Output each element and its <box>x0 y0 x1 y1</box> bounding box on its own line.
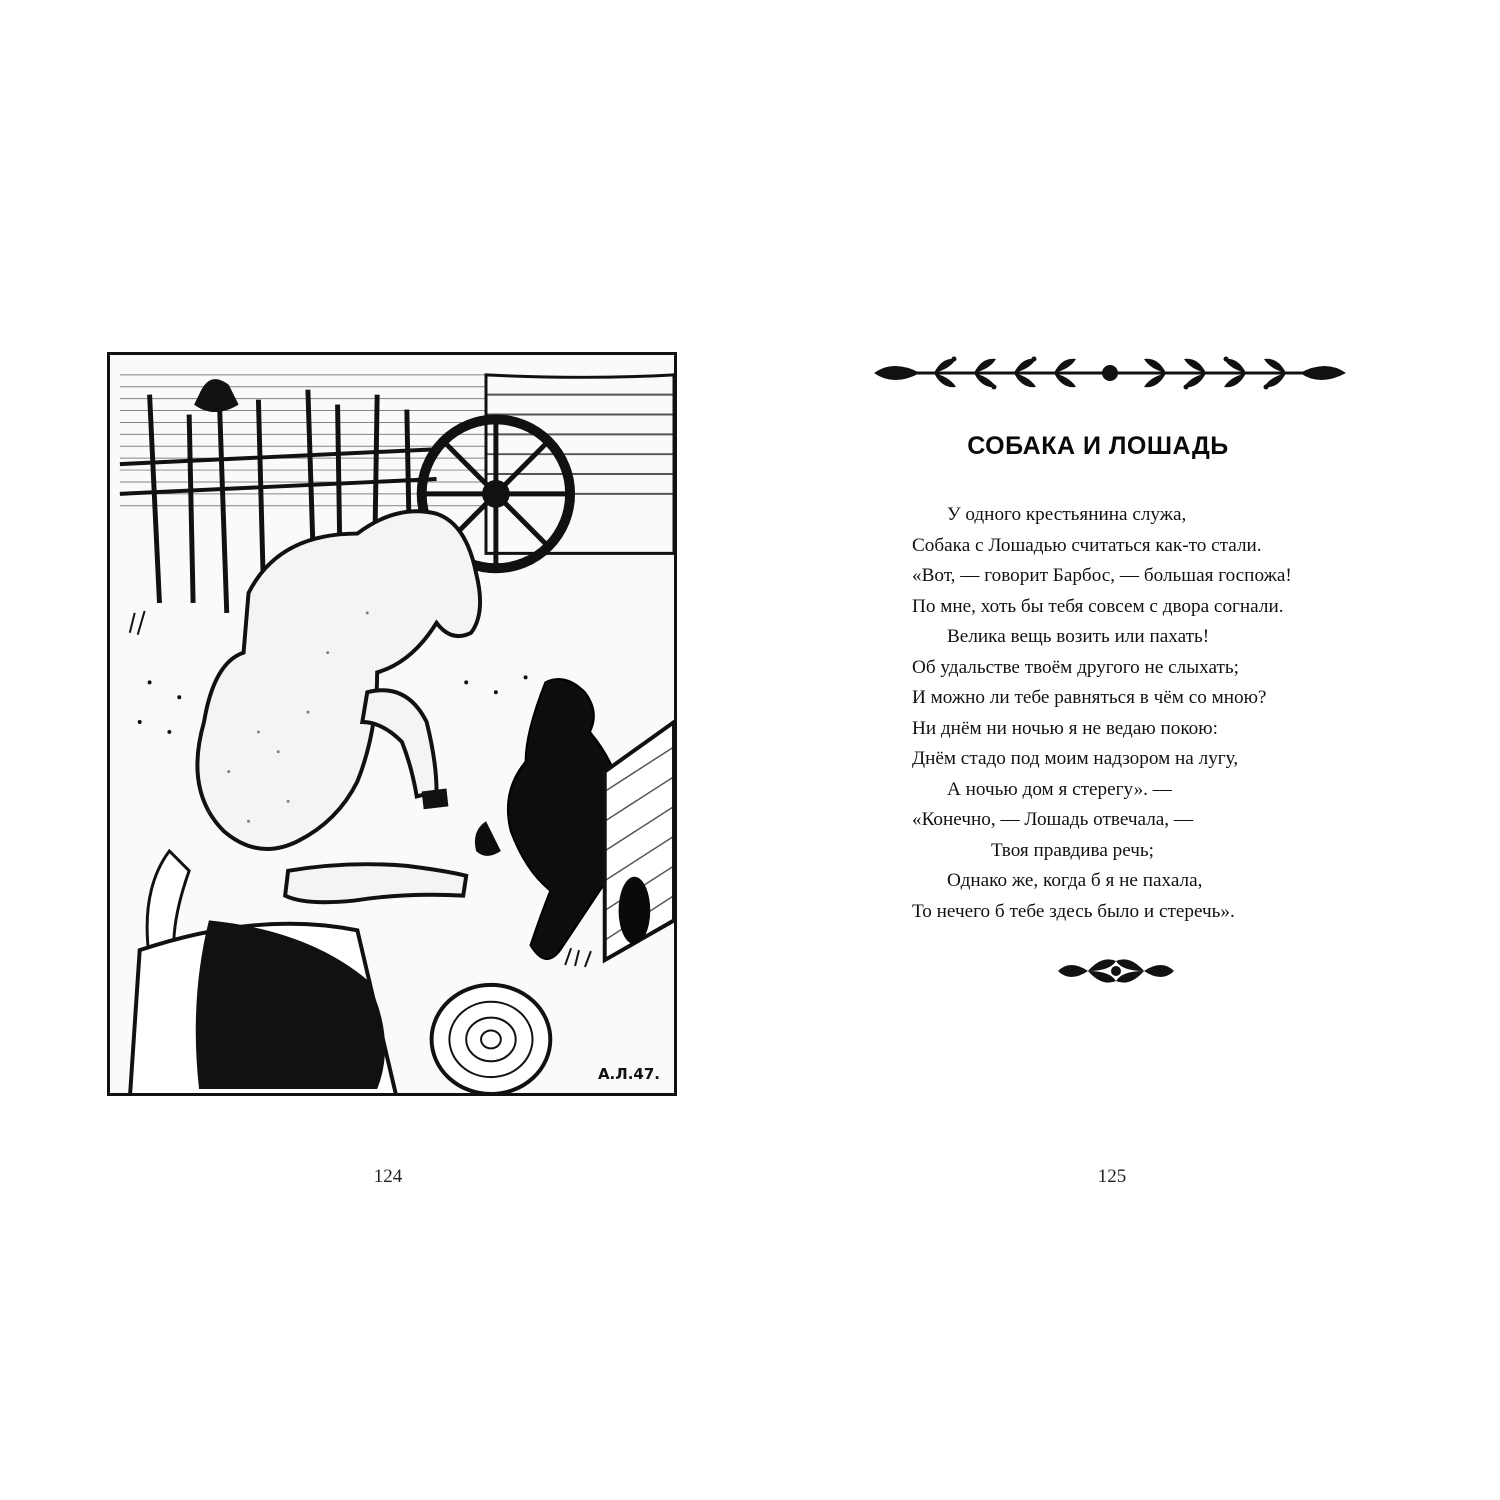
right-page <box>750 0 1500 1500</box>
poem-line: Однако же, когда б я не пахала, <box>947 870 1203 891</box>
poem-line: Собака с Лошадью считаться как-то стали. <box>912 534 1262 556</box>
poem-line: А ночью дом я стерегу». — <box>947 778 1172 800</box>
poem-line: «Конечно, — Лошадь отвечала, — <box>912 809 1194 830</box>
horse-dog-illustration <box>107 352 677 1096</box>
poem-line: Твоя правдива речь; <box>991 839 1155 861</box>
poem-line: То нечего б тебе здесь было и стеречь». <box>912 900 1235 922</box>
poem-line: И можно ли тебе равняться в чём со мною? <box>912 687 1267 708</box>
poem-body <box>912 500 1372 927</box>
poem-line: Об удальстве твоём другого не слыхать; <box>912 656 1239 678</box>
poem-line: Днём стадо под моим надзором на лугу, <box>912 748 1239 769</box>
poem-line: «Вот, — говорит Барбос, — большая госпожа! <box>912 565 1292 586</box>
floral-end-mark-icon <box>1058 955 1174 987</box>
artist-signature: А.Л.47. <box>597 1065 660 1083</box>
poem-line: У одного крестьянина служа, <box>947 504 1187 525</box>
poem-line: Ни днём ни ночью я не ведаю покою: <box>912 717 1218 739</box>
page-number-left: 124 <box>373 1166 403 1187</box>
page-number-right: 125 <box>1097 1166 1127 1187</box>
floral-divider-icon <box>874 353 1346 393</box>
engraving-drawing <box>110 355 674 1093</box>
poem-title: СОБАКА И ЛОШАДЬ <box>967 432 1229 460</box>
poem-line: Велика вещь возить или пахать! <box>947 626 1210 647</box>
poem-line: По мне, хоть бы тебя совсем с двора согнали. <box>912 595 1284 617</box>
